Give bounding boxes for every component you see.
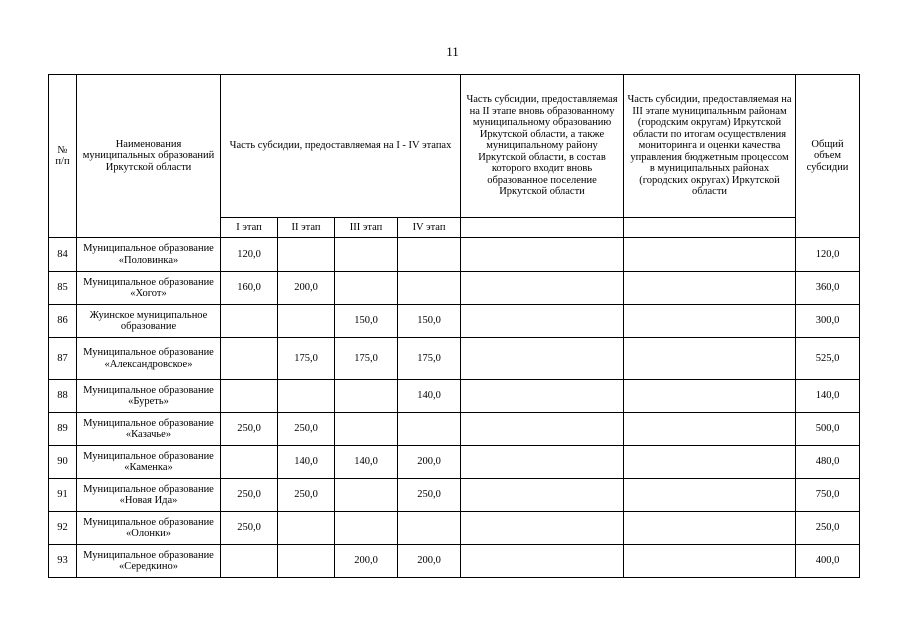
row-stage-3 [335, 512, 398, 545]
row-stage-4: 175,0 [398, 338, 461, 380]
row-stage-2: 200,0 [278, 272, 335, 305]
row-total: 750,0 [796, 479, 860, 512]
row-stage-2: 140,0 [278, 446, 335, 479]
table-row [49, 512, 860, 545]
row-stage3-monitoring [624, 512, 796, 545]
row-stage-3 [335, 413, 398, 446]
row-num: 91 [49, 479, 77, 512]
row-stage-1: 250,0 [221, 479, 278, 512]
row-name: Муниципальное образование «Буреть» [77, 380, 221, 413]
header-stage-2: II этап [278, 218, 335, 238]
table-row [49, 238, 860, 272]
row-stage-2: 175,0 [278, 338, 335, 380]
row-stage-2 [278, 305, 335, 338]
row-name: Муниципальное образование «Новая Ида» [77, 479, 221, 512]
row-name: Муниципальное образование «Олонки» [77, 512, 221, 545]
row-total: 525,0 [796, 338, 860, 380]
row-name: Муниципальное образование «Казачье» [77, 413, 221, 446]
row-stage-3 [335, 238, 398, 272]
row-stage-3 [335, 272, 398, 305]
table-row [49, 479, 860, 512]
row-stage3-monitoring [624, 479, 796, 512]
row-total: 480,0 [796, 446, 860, 479]
row-stage3-monitoring [624, 413, 796, 446]
header-stage-4: IV этап [398, 218, 461, 238]
header-stage-3: III этап [335, 218, 398, 238]
row-name: Муниципальное образование «Хогот» [77, 272, 221, 305]
row-name: Муниципальное образование «Середкино» [77, 545, 221, 578]
table-row [49, 338, 860, 380]
row-total: 300,0 [796, 305, 860, 338]
row-total: 500,0 [796, 413, 860, 446]
row-stage-4: 150,0 [398, 305, 461, 338]
table-row [49, 272, 860, 305]
row-stage-1: 250,0 [221, 512, 278, 545]
row-stage2-new [461, 545, 624, 578]
row-stage3-monitoring [624, 238, 796, 272]
row-stage-4 [398, 238, 461, 272]
row-stage-1: 120,0 [221, 238, 278, 272]
row-name: Муниципальное образование «Каменка» [77, 446, 221, 479]
row-num: 84 [49, 238, 77, 272]
row-stage-4: 140,0 [398, 380, 461, 413]
row-total: 140,0 [796, 380, 860, 413]
row-stage2-new [461, 446, 624, 479]
row-num: 93 [49, 545, 77, 578]
row-stage-1: 160,0 [221, 272, 278, 305]
row-stage-1 [221, 380, 278, 413]
row-name: Муниципальное образование «Александровское» [77, 338, 221, 380]
row-stage-2 [278, 380, 335, 413]
row-total: 120,0 [796, 238, 860, 272]
row-stage-4 [398, 272, 461, 305]
row-stage-3: 200,0 [335, 545, 398, 578]
row-stage3-monitoring [624, 545, 796, 578]
row-num: 88 [49, 380, 77, 413]
row-total: 250,0 [796, 512, 860, 545]
row-stage3-monitoring [624, 338, 796, 380]
row-stage3-monitoring [624, 272, 796, 305]
row-stage-2 [278, 545, 335, 578]
row-stage-3: 175,0 [335, 338, 398, 380]
row-stage-1 [221, 545, 278, 578]
row-num: 87 [49, 338, 77, 380]
row-stage-4: 200,0 [398, 446, 461, 479]
row-stage3-monitoring [624, 305, 796, 338]
row-stage2-new [461, 272, 624, 305]
table-row [49, 305, 860, 338]
row-name: Жуинское муниципальное образование [77, 305, 221, 338]
header-name: Наименования муниципальных образований Иркутской области [77, 75, 221, 238]
row-stage2-new [461, 380, 624, 413]
row-name: Муниципальное образование «Половинка» [77, 238, 221, 272]
row-stage-2 [278, 238, 335, 272]
row-num: 90 [49, 446, 77, 479]
row-stage-2 [278, 512, 335, 545]
row-stage2-new [461, 238, 624, 272]
row-stage-1 [221, 305, 278, 338]
header-stage-1: I этап [221, 218, 278, 238]
table-row [49, 446, 860, 479]
header-empty-mon [624, 218, 796, 238]
row-stage-4 [398, 512, 461, 545]
row-num: 92 [49, 512, 77, 545]
row-stage2-new [461, 305, 624, 338]
subsidy-table [48, 74, 860, 578]
row-stage-3 [335, 479, 398, 512]
table-row [49, 413, 860, 446]
row-stage-4: 200,0 [398, 545, 461, 578]
row-stage-4 [398, 413, 461, 446]
row-stage-1 [221, 446, 278, 479]
row-stage-4: 250,0 [398, 479, 461, 512]
row-stage2-new [461, 338, 624, 380]
header-stage2-new: Часть субсидии, предоставляемая на II этапе вновь образованному муниципальному образованию Иркутской области, а также муниципальному району Иркутской области, в состав которого входит вновь образованное поселение Иркутской области [461, 75, 624, 218]
table-row [49, 545, 860, 578]
header-total: Общий объем субсидии [796, 75, 860, 238]
header-stage3-monitoring: Часть субсидии, предоставляемая на III этапе муниципальным районам (городским округам) Иркутской области по итогам осуществления мониторинга и оценки качества управления бюджетным процессом в муниципальных районах (городских округах) Иркутской области [624, 75, 796, 218]
header-stages-part: Часть субсидии, предоставляемая на I - IV этапах [221, 75, 461, 218]
row-stage3-monitoring [624, 446, 796, 479]
row-stage2-new [461, 512, 624, 545]
page-number: 11 [446, 44, 459, 59]
row-stage-2: 250,0 [278, 479, 335, 512]
row-stage3-monitoring [624, 380, 796, 413]
row-num: 89 [49, 413, 77, 446]
row-total: 360,0 [796, 272, 860, 305]
table-row [49, 380, 860, 413]
row-stage-3: 150,0 [335, 305, 398, 338]
row-stage-1: 250,0 [221, 413, 278, 446]
header-empty-new [461, 218, 624, 238]
row-stage-3: 140,0 [335, 446, 398, 479]
row-stage-3 [335, 380, 398, 413]
row-num: 85 [49, 272, 77, 305]
row-stage-1 [221, 338, 278, 380]
row-total: 400,0 [796, 545, 860, 578]
header-num: № п/п [49, 75, 77, 238]
row-stage2-new [461, 479, 624, 512]
row-num: 86 [49, 305, 77, 338]
row-stage2-new [461, 413, 624, 446]
row-stage-2: 250,0 [278, 413, 335, 446]
